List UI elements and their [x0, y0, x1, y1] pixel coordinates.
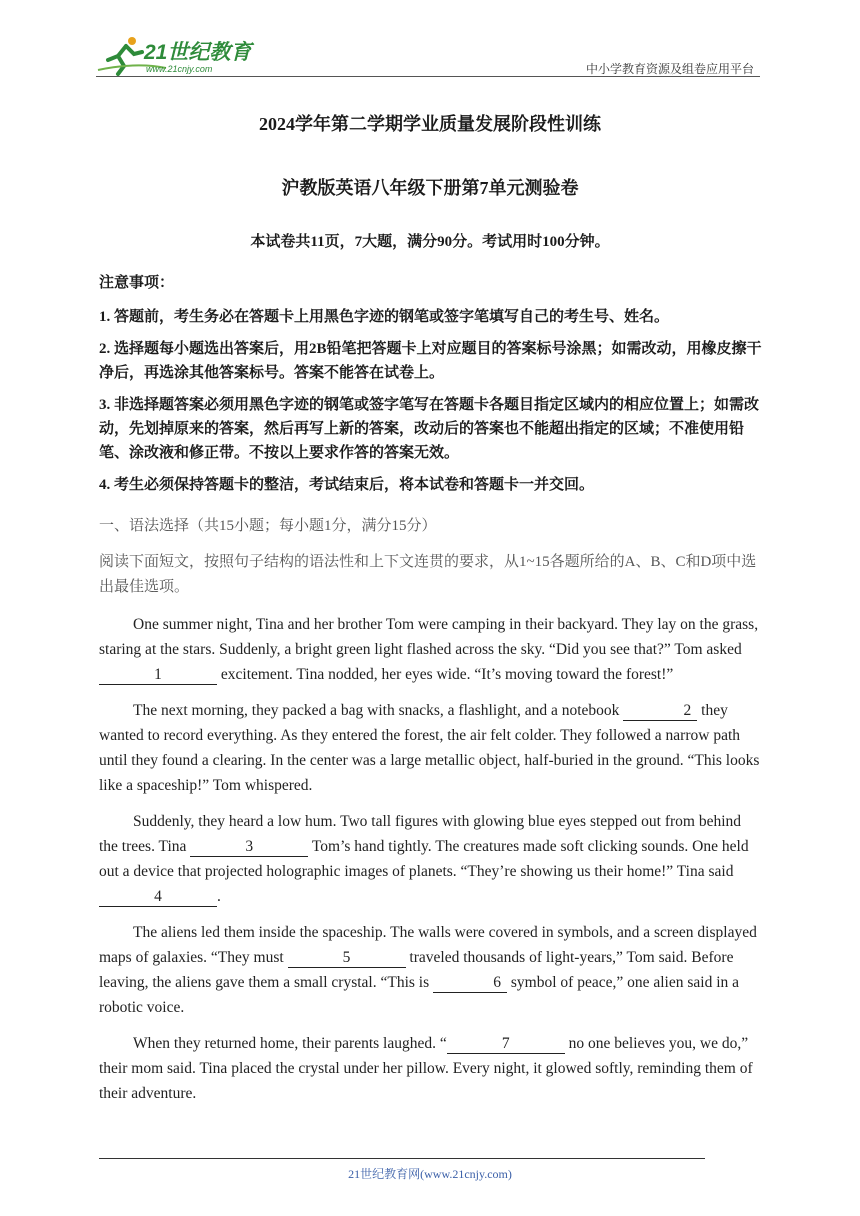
exam-title: 2024学年第二学期学业质量发展阶段性训练 — [259, 114, 601, 134]
blank-6: 6 — [433, 973, 507, 993]
blank-5: 5 — [288, 948, 406, 968]
section-title: 一、语法选择（共15小题；每小题1分，满分15分） — [99, 518, 437, 534]
note-item: 3. 非选择题答案必须用黑色字迹的钢笔或签字笔写在答题卡各题目指定区域内的相应位置上；如需改动，先划掉原来的答案，然后再写上新的答案，改动后的答案也不能超出指定的区域；不准使用铅笔、涂改液和修正带。不按以上要求作答的答案无效。 — [99, 397, 760, 461]
svg-text:www.21cnjy.com: www.21cnjy.com — [146, 64, 213, 74]
exam-subtitle: 沪教版英语八年级下册第7单元测验卷 — [281, 178, 579, 198]
footer-text: 21世纪教育网(www.21cnjy.com) — [348, 1167, 512, 1181]
section-instruction: 阅读下面短文，按照句子结构的语法性和上下文连贯的要求，从1~15各题所给的A、B、C和D项中选出最佳选项。 — [99, 554, 757, 595]
exam-summary: 本试卷共11页，7大题，满分90分。考试用时100分钟。 — [250, 234, 610, 250]
blank-3: 3 — [190, 837, 308, 857]
blank-4: 4 — [99, 887, 217, 907]
blank-7: 7 — [447, 1034, 565, 1054]
note-item: 2. 选择题每小题选出答案后，用2B铅笔把答题卡上对应题目的答案标号涂黑；如需改动，用橡皮擦干净后，再选涂其他答案标号。答案不能答在试卷上。 — [99, 341, 762, 381]
passage-paragraph: The next morning, they packed a bag with snacks, a flashlight, and a notebook 2 they wanted to record everything. As they entered the forest, the air felt colder. They followed a narrow path until they found a clearing. In the center was a large metallic object, half-buried in the ground. “This looks like a spaceship!” Tom whispered. — [99, 702, 760, 794]
passage-paragraph: The aliens led them inside the spaceship. The walls were covered in symbols, and a screen displayed maps of galaxies. “They must 5 traveled thousands of light-years,” Tom said. Before leaving, the aliens gave them a small crystal. “This is 6 symbol of peace,” one alien said in a robotic voice. — [99, 924, 757, 1016]
platform-name: 中小学教育资源及组卷应用平台 — [585, 62, 754, 76]
blank-1: 1 — [99, 665, 217, 685]
note-item: 1. 答题前，考生务必在答题卡上用黑色字迹的钢笔或签字笔填写自己的考生号、姓名。 — [99, 309, 670, 325]
logo-21cnjy — [96, 32, 256, 76]
note-item: 4. 考生必须保持答题卡的整洁，考试结束后，将本试卷和答题卡一并交回。 — [99, 477, 595, 493]
svg-text:21世纪教育: 21世纪教育 — [144, 41, 252, 64]
notes-title: 注意事项： — [99, 275, 175, 291]
page-header — [96, 30, 760, 80]
passage-paragraph: One summer night, Tina and her brother Tom were camping in their backyard. They lay on the grass, staring at the stars. Suddenly, a bright green light flashed across the sky. “Did you see that?” Tom asked 1 excitement. Tina nodded, her eyes wide. “It’s moving toward the forest!” — [99, 616, 759, 683]
reading-passage — [99, 612, 763, 1117]
footer-divider — [99, 1158, 705, 1159]
blank-2: 2 — [623, 701, 697, 721]
passage-paragraph: When they returned home, their parents laughed. “ 7 no one believes you, we do,” their mom said. Tina placed the crystal under her pillow. Every night, it glowed softly, reminding them of their adventure. — [99, 1035, 753, 1102]
passage-paragraph: Suddenly, they heard a low hum. Two tall figures with glowing blue eyes stepped out from behind the trees. Tina 3 Tom’s hand tightly. The creatures made soft clicking sounds. One held out a device that projected holographic images of planets. “They’re showing us their home!” Tina said 4 . — [99, 813, 749, 905]
header-divider — [96, 76, 760, 77]
notes-section — [99, 272, 763, 505]
